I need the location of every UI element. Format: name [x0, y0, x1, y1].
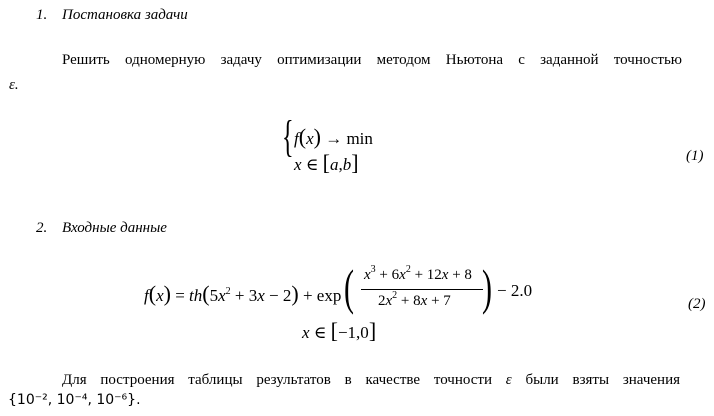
- section-1-number: 1.: [36, 7, 48, 23]
- section-2-number: 2.: [36, 220, 48, 236]
- equation-2-label: (2): [688, 296, 706, 312]
- formula-open-paren: (: [344, 259, 354, 315]
- formula-denominator: $2x^2 + 8x + 7$: [378, 290, 451, 309]
- problem-statement-line-1: Решить одномерную задачу оптимизации методом Ньютона с заданной точностью: [62, 52, 682, 68]
- formula-numerator: $x^3 + 6x^2 + 12x + 8$: [364, 264, 472, 283]
- section-2-title: Входные данные: [62, 220, 167, 236]
- system-row-constraint: x ∈ [a,b]: [294, 150, 359, 175]
- system-brace: {: [282, 112, 294, 161]
- formula-lhs: $f(x) = th(5x^2 + 3x - 2) + \exp$: [144, 281, 342, 306]
- section-1-title: Постановка задачи: [62, 7, 188, 23]
- equation-1-label: (1): [686, 148, 704, 164]
- precision-text-line-1: Для построения таблицы результатов в качестве точности ε были взяты значения: [62, 372, 680, 388]
- formula-domain: x ∈ [−1,0]: [302, 318, 377, 343]
- problem-statement-line-2: ε.: [9, 77, 19, 93]
- precision-values: {10⁻², 10⁻⁴, 10⁻⁶}.: [8, 392, 141, 408]
- fraction-bar: [361, 289, 483, 290]
- formula-close-paren: ): [482, 259, 492, 315]
- system-row-objective: f(x) → min: [294, 124, 373, 149]
- formula-tail: − 2.0: [497, 281, 533, 300]
